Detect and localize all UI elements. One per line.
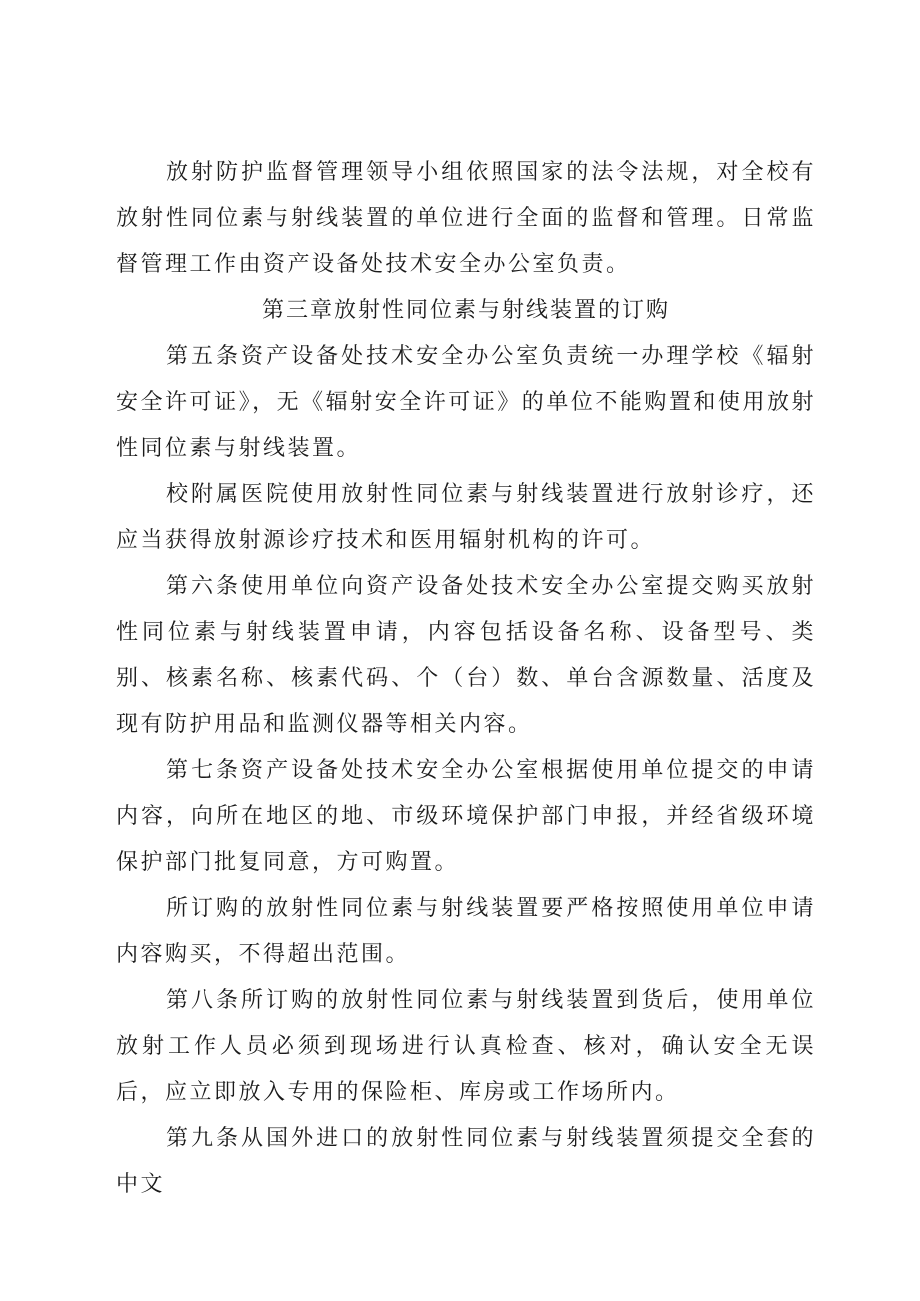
paragraph-purchase-scope: 所订购的放射性同位素与射线装置要严格按照使用单位申请内容购买，不得超出范围。 — [116, 896, 816, 967]
paragraph-hospital: 校附属医院使用放射性同位素与射线装置进行放射诊疗，还应当获得放射源诊疗技术和医用辐射机构的许可。 — [116, 482, 816, 553]
chapter-heading: 第三章放射性同位素与射线装置的订购 — [261, 298, 670, 323]
paragraph-article-8: 第八条所订购的放射性同位素与射线装置到货后，使用单位放射工作人员必须到现场进行认真检查、核对，确认安全无误后，应立即放入专用的保险柜、库房或工作场所内。 — [116, 988, 816, 1105]
paragraph-article-7: 第七条资产设备处技术安全办公室根据使用单位提交的申请内容，向所在地区的地、市级环境保护部门申报，并经省级环境保护部门批复同意，方可购置。 — [116, 758, 816, 875]
document-body — [116, 150, 816, 1208]
paragraph-article-9: 第九条从国外进口的放射性同位素与射线装置须提交全套的中文 — [116, 1126, 816, 1197]
paragraph-supervision: 放射防护监督管理领导小组依照国家的法令法规，对全校有放射性同位素与射线装置的单位进行全面的监督和管理。日常监督管理工作由资产设备处技术安全办公室负责。 — [116, 160, 816, 277]
paragraph-article-5: 第五条资产设备处技术安全办公室负责统一办理学校《辐射安全许可证》，无《辐射安全许可证》的单位不能购置和使用放射性同位素与射线装置。 — [116, 344, 816, 461]
paragraph-article-6: 第六条使用单位向资产设备处技术安全办公室提交购买放射性同位素与射线装置申请，内容包括设备名称、设备型号、类别、核素名称、核素代码、个（台）数、单台含源数量、活度及现有防护用品和监测仪器等相关内容。 — [116, 574, 816, 737]
